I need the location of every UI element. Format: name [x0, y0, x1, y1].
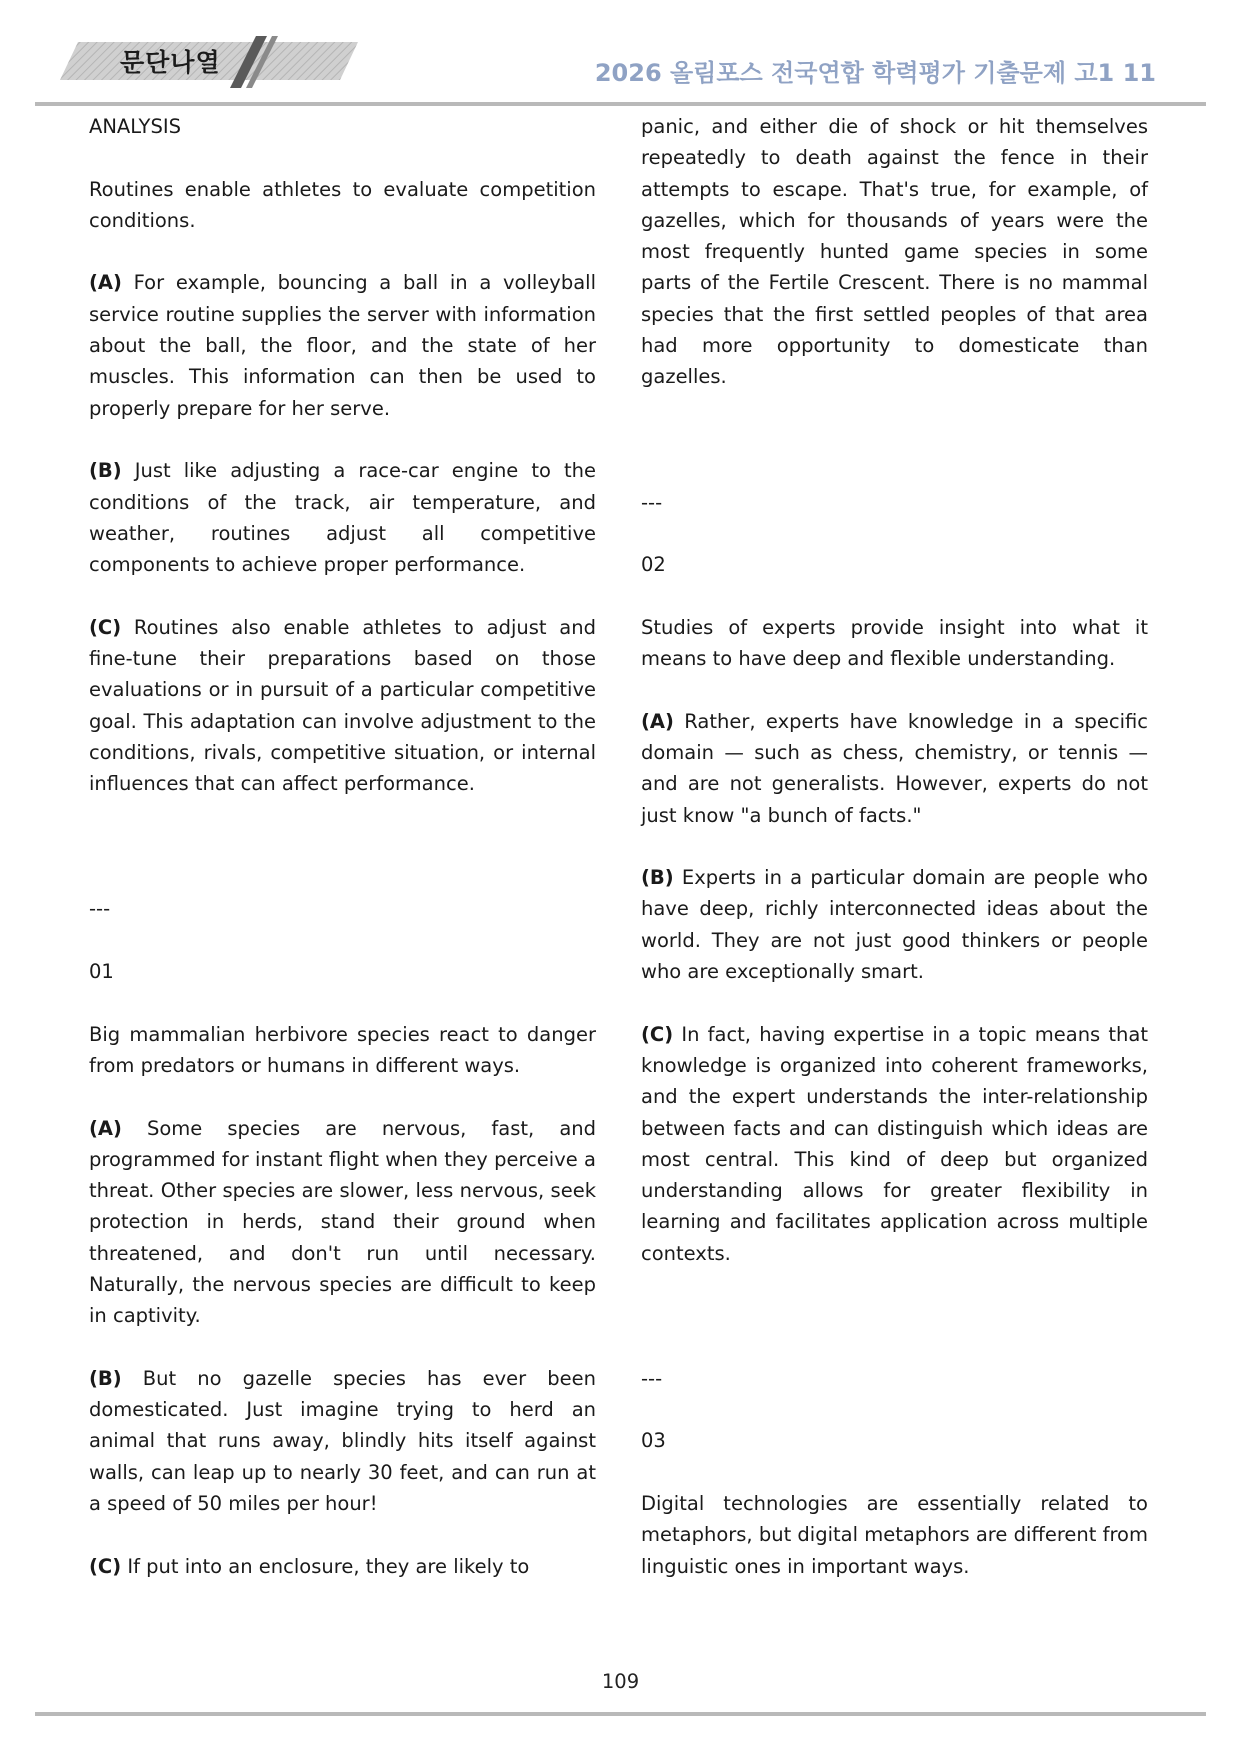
page-number: 109	[601, 1670, 640, 1693]
question-number-01: 01	[89, 960, 114, 984]
analysis-intro: Routines enable athletes to evaluate competition conditions.	[89, 177, 596, 232]
paragraph-mark: (B)	[89, 1366, 122, 1390]
spacer	[89, 831, 596, 894]
section-separator: ---	[641, 1366, 663, 1390]
question-01-intro: Big mammalian herbivore species react to danger from predators or humans in different ways.	[89, 1022, 596, 1077]
paragraph-text: Experts in a particular domain are people who have deep, richly interconnected ideas about the world. They are not just good thinkers or people who are exceptionally smart.	[641, 866, 1148, 984]
paragraph-text: Just like adjusting a race-car engine to the conditions of the track, air temperature, and weather, routines adjust all competitive components to achieve proper performance.	[89, 459, 596, 577]
paragraph-text: But no gazelle species has ever been domesticated. Just imagine trying to herd an animal that runs away, blindly hits itself against walls, can leap up to nearly 30 feet, and can run at a speed of 50 miles per hour!	[89, 1366, 596, 1516]
analysis-paragraph-c	[89, 612, 596, 800]
paragraph-mark: (B)	[641, 866, 674, 890]
question-01-paragraph-b	[89, 1363, 596, 1519]
paragraph-mark: (C)	[89, 1554, 122, 1578]
question-02-paragraph-c	[641, 1019, 1148, 1269]
paragraph-text: Rather, experts have knowledge in a specific domain — such as chess, chemistry, or tennis — and are not generalists. However, experts do not just know "a bunch of facts."	[641, 709, 1148, 827]
paragraph-mark: (C)	[641, 1022, 674, 1046]
spacer	[641, 1300, 1148, 1363]
spacer	[641, 424, 1148, 487]
question-number-03: 03	[641, 1429, 666, 1453]
paragraph-text: If put into an enclosure, they are likely to	[121, 1554, 530, 1578]
question-02-paragraph-b	[641, 862, 1148, 987]
question-02-intro: Studies of experts provide insight into what it means to have deep and flexible understanding.	[641, 615, 1148, 671]
question-number-02: 02	[641, 553, 666, 577]
question-01-paragraph-a	[89, 1113, 596, 1332]
question-01-paragraph-c-continued: panic, and either die of shock or hit themselves repeatedly to death against the fence in their attempts to escape. That's true, for example, of gazelles, which for thousands of years were the most frequently hunted game species in some parts of the Fertile Crescent. There is no mammal species that the first settled peoples of that area had more opportunity to domesticate than gazelles.	[641, 115, 1148, 389]
paragraph-text: Some species are nervous, fast, and programmed for instant flight when they perceive a threat. Other species are slower, less nervous, seek protection in herds, stand their ground when threatened, and don't run until necessary. Naturally, the nervous species are difficult to keep in captivity.	[89, 1116, 596, 1328]
analysis-paragraph-b	[89, 455, 596, 580]
section-label: 문단나열	[120, 48, 221, 77]
paragraph-text: In fact, having expertise in a topic means that knowledge is organized into coherent frameworks, and the expert understands the inter-relationship between facts and can distinguish which ideas are most central. This kind of deep but organized understanding allows for greater flexibility in learning and facilitates application across multiple contexts.	[641, 1022, 1148, 1265]
paragraph-text: Routines also enable athletes to adjust and fine-tune their preparations based on those evaluations or in pursuit of a particular competitive goal. This adaptation can involve adjustment to the conditions, rivals, competitive situation, or internal influences that can affect performance.	[89, 615, 596, 796]
page-header-title: 2026 올림포스 전국연합 학력평가 기출문제 고1 11	[594, 59, 1156, 87]
section-separator: ---	[641, 490, 663, 514]
paragraph-text: For example, bouncing a ball in a volleyball service routine supplies the server with information about the ball, the floor, and the state of her muscles. This information can then be used to properly prepare for her serve.	[89, 271, 596, 420]
paragraph-mark: (B)	[89, 459, 122, 483]
question-01-paragraph-c	[89, 1551, 596, 1582]
left-column	[89, 111, 596, 1613]
footer-divider	[35, 1712, 1206, 1716]
paragraph-mark: (A)	[89, 271, 122, 295]
analysis-paragraph-a	[89, 267, 596, 423]
right-column	[641, 111, 1148, 1613]
paragraph-mark: (A)	[641, 709, 674, 733]
question-03-intro: Digital technologies are essentially related to metaphors, but digital metaphors are different from linguistic ones in important ways.	[641, 1492, 1148, 1578]
paragraph-mark: (A)	[89, 1116, 122, 1140]
paragraph-mark: (C)	[89, 615, 122, 639]
section-separator: ---	[89, 897, 111, 921]
header-divider	[35, 102, 1206, 106]
analysis-heading: ANALYSIS	[89, 115, 181, 138]
question-02-paragraph-a	[641, 706, 1148, 831]
